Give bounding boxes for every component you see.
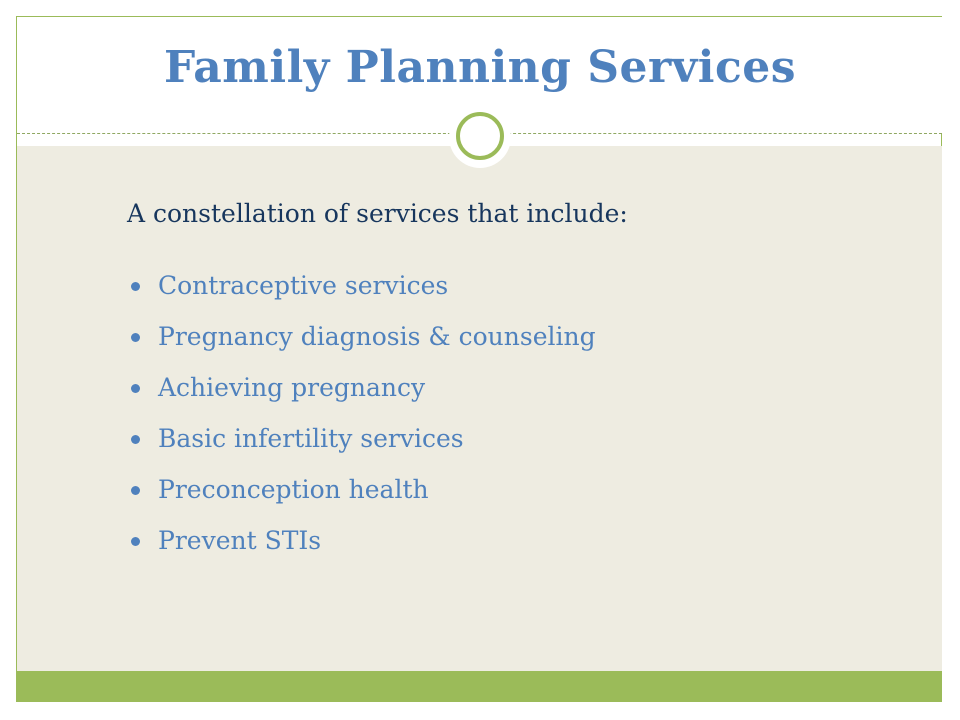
footer-bar xyxy=(17,671,942,702)
bullet-icon xyxy=(131,333,140,342)
intro-text: A constellation of services that include: xyxy=(127,199,628,228)
bullet-text: Basic infertility services xyxy=(158,424,464,453)
bullet-text: Prevent STIs xyxy=(158,526,322,555)
bullet-icon xyxy=(131,435,140,444)
circle-ornament-ring-icon xyxy=(456,112,504,160)
bullet-icon xyxy=(131,537,140,546)
bullet-text: Pregnancy diagnosis & counseling xyxy=(158,322,596,351)
slide-title: Family Planning Services xyxy=(163,42,797,93)
bullet-text: Contraceptive services xyxy=(158,271,449,300)
bullet-text: Achieving pregnancy xyxy=(158,373,426,402)
bullet-text: Preconception health xyxy=(158,475,429,504)
bullet-icon xyxy=(131,384,140,393)
bullet-icon xyxy=(131,282,140,291)
bullet-icon xyxy=(131,486,140,495)
